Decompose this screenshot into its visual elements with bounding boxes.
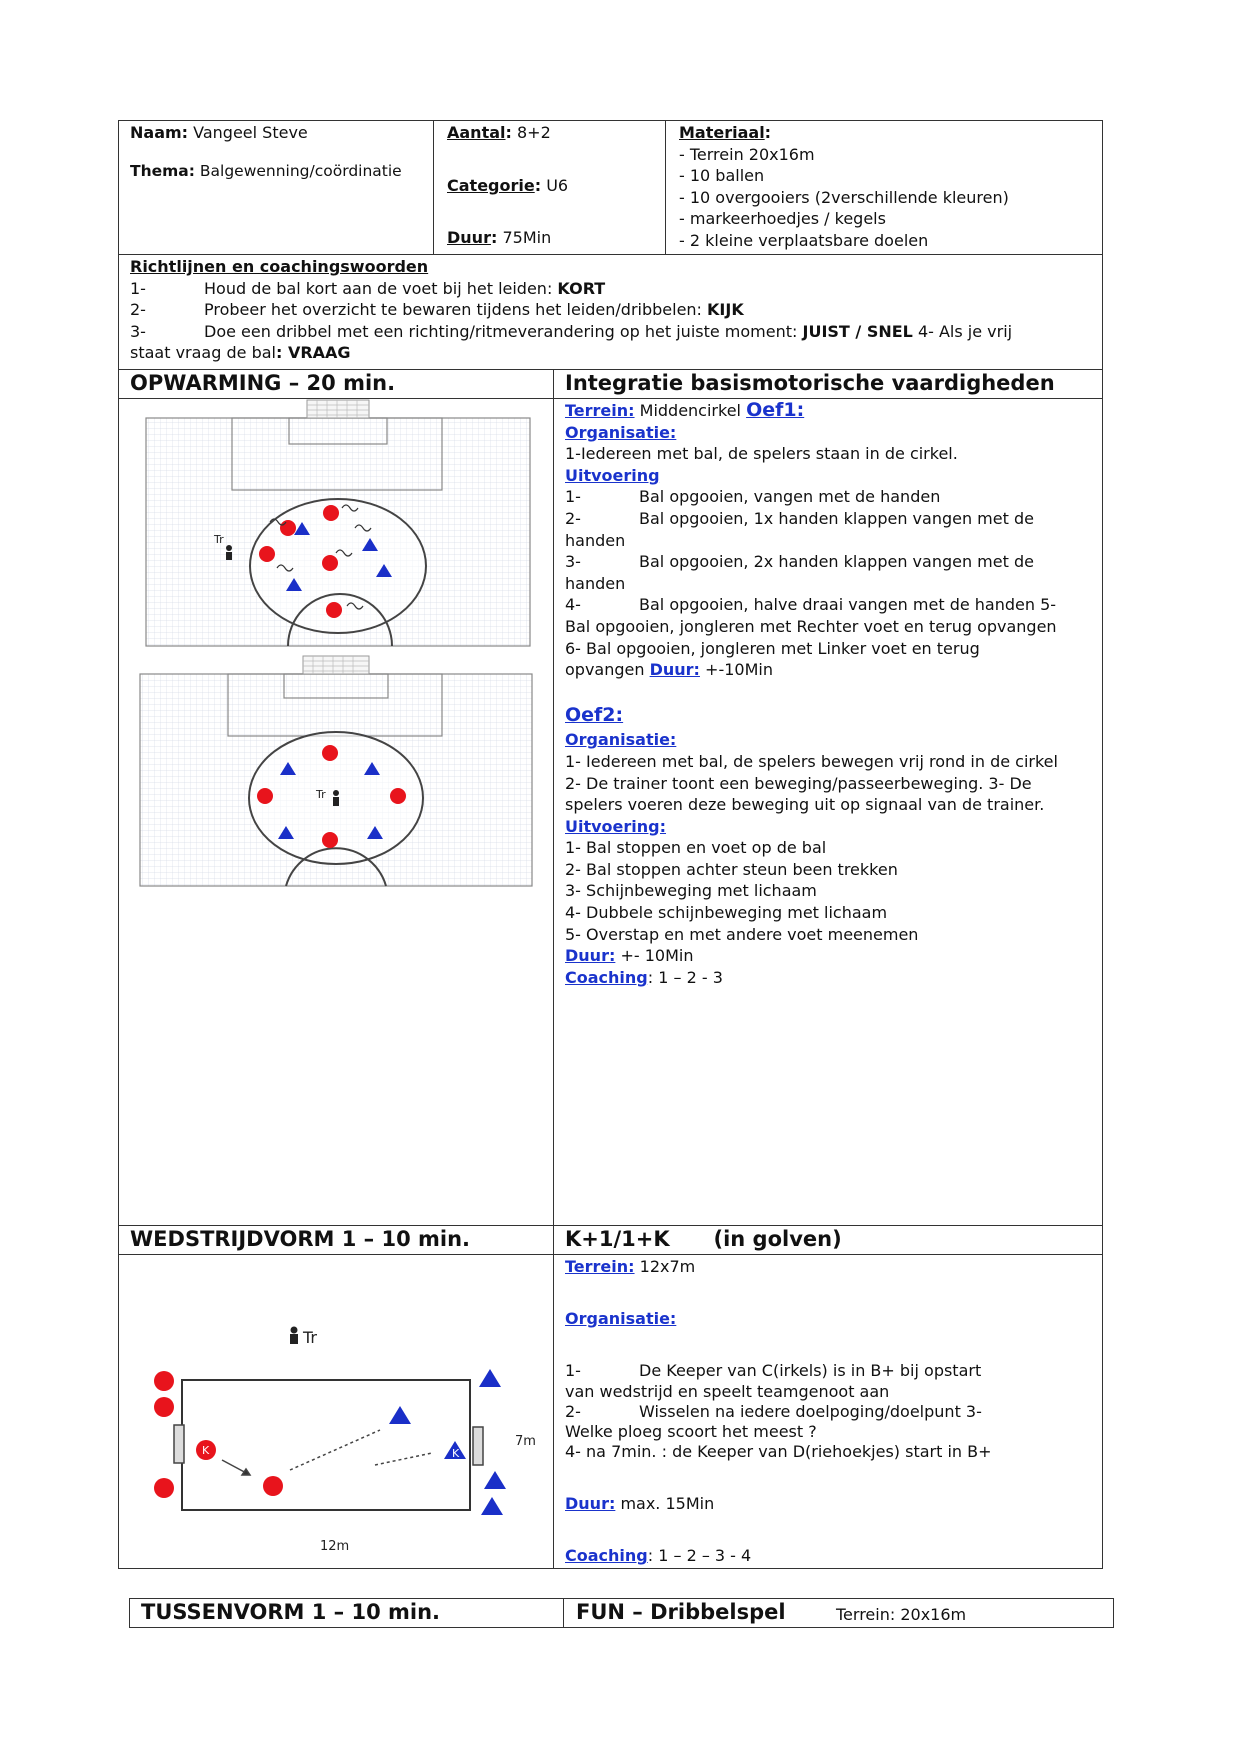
materiaal-item: - 2 kleine verplaatsbare doelen [679,230,929,250]
step-text: 5- Overstap en met andere voet meenemen [565,924,919,944]
ball-icon [154,1371,174,1391]
step-text: opvangen [565,660,650,680]
cone-icon [481,1497,503,1515]
categorie-label: Categorie [447,176,535,195]
richtlijn-tail: 4- Als je vrij [912,321,1013,341]
cone-icon [484,1471,506,1489]
step-text: 4- na 7min. : de Keeper van D(riehoekjes) start in B+ [565,1441,992,1461]
wedstrijd-title: WEDSTRIJDVORM 1 – 10 min. [130,1227,471,1251]
ball-icon [257,788,273,804]
wedstrijd-text [565,1256,1100,1567]
categorie-value: U6 [546,176,569,195]
ball-icon [154,1397,174,1417]
materiaal-item: - 10 overgooiers (2verschillende kleuren) [679,187,1009,207]
step-text: Bal opgooien, halve draai vangen met de handen 5- [639,595,1057,615]
trainer-label: Tr [316,788,326,801]
organisatie-text: 2- De trainer toont een beweging/passeerbeweging. 3- De [565,773,1032,793]
trainer-icon [333,790,339,806]
materiaal-item: - markeerhoedjes / kegels [679,209,886,229]
field-diagram-2 [136,650,536,890]
richtlijn-num: 2- [130,300,146,320]
step-num: 2- [565,508,581,528]
materiaal-label: Materiaal [679,123,765,142]
duur-label: Duur: [565,1493,616,1513]
ball-icon [322,832,338,848]
step-text: De Keeper van C(irkels) is in B+ bij opstart [639,1361,982,1381]
opwarming-subtitle: Integratie basismotorische vaardigheden [565,371,1055,395]
richtlijn-key: KIJK [707,300,744,320]
divider [553,1225,554,1569]
step-text: Bal opgooien, 2x handen klappen vangen met de [639,552,1034,572]
ball-icon [322,555,338,571]
duur-value: max. 15Min [615,1493,715,1513]
step-text: Welke ploeg scoort het meest ? [565,1421,817,1441]
trainer-icon [226,545,232,560]
richtlijn-text: Probeer het overzicht te bewaren tijdens het leiden/dribbelen: [204,300,708,320]
aantal-label: Aantal [447,123,506,142]
thema-row [130,161,402,183]
naam-label: Naam: [130,123,189,142]
cone-icon [389,1406,411,1424]
cone-group [389,1369,506,1515]
duur-label: Duur: [565,946,616,966]
tussenvorm-title: TUSSENVORM 1 – 10 min. [141,1600,440,1624]
richtlijnen-block [130,256,1012,364]
organisatie-text: spelers voeren deze beweging uit op signaal van de trainer. [565,795,1045,815]
step-text: 4- Dubbele schijnbeweging met lichaam [565,903,888,923]
match-diagram [140,1325,550,1561]
tussenvorm-terrein: Terrein: 20x16m [836,1605,967,1624]
height-label: 7m [515,1434,536,1449]
richtlijn-key: JUIST / SNEL [802,321,913,341]
step-text: 1- Bal stoppen en voet op de bal [565,838,827,858]
richtlijn-key: KORT [557,278,606,298]
wedstrijd-subtitle: K+1/1+K (in golven) [565,1227,842,1251]
step-text: Wisselen na iedere doelpoging/doelpunt 3- [639,1401,982,1421]
richtlijn-num: 1- [130,278,146,298]
trainer-label: Tr [214,533,224,546]
aantal-value: 8+2 [517,123,551,142]
divider [433,120,434,255]
ball-icon [322,745,338,761]
ball-icon [280,520,296,536]
step-text: Bal opgooien, vangen met de handen [639,487,941,507]
materiaal-item: - 10 ballen [679,166,765,186]
opwarming-title: OPWARMING – 20 min. [130,371,396,395]
step-num: 3- [565,552,581,572]
duur-label: Duur: [649,660,700,680]
step-text: Bal opgooien, 1x handen klappen vangen met de [639,508,1034,528]
terrein-label: Terrein: [565,401,635,420]
step-num: 2- [565,1401,581,1421]
richtlijn-text: Doe een dribbel met een richting/ritmeverandering op het juiste moment: [204,321,803,341]
organisatie-label: Organisatie: [565,1308,677,1328]
duur-row: Duur: 75Min [447,228,552,247]
oef2-label: Oef2: [565,704,624,727]
uitvoering-label: Uitvoering [565,465,660,485]
step-text: handen [565,573,626,593]
step-text: 3- Schijnbeweging met lichaam [565,881,817,901]
materiaal-block: Materiaal: - Terrein 20x16m - 10 ballen - 10 overgooiers (2verschillende kleuren) - markeerhoedjes / kegels - 2 kleine verplaatsbare doelen [679,123,1009,250]
step-text: 6- Bal opgooien, jongleren met Linker voet en terug [565,638,980,658]
naam-value: Vangeel Steve [193,123,308,142]
keeper-right-label: K [452,1447,460,1460]
organisatie-text: 1-Iedereen met bal, de spelers staan in de cirkel. [565,444,958,464]
materiaal-item: - Terrein 20x16m [679,144,815,164]
step-text: van wedstrijd en speelt teamgenoot aan [565,1381,890,1401]
richtlijn-key: : VRAAG [275,343,351,363]
duur-value: 75Min [502,228,552,247]
duur-label: Duur [447,228,491,247]
ball-icon [323,505,339,521]
ball-icon [154,1478,174,1498]
categorie-row: Categorie: U6 [447,176,569,195]
uitvoering-label: Uitvoering: [565,816,667,836]
step-text: 2- Bal stoppen achter steun been trekken [565,859,898,879]
step-text: Bal opgooien, jongleren met Rechter voet en terug opvangen [565,616,1057,636]
oef1-label: Oef1: [746,399,805,421]
divider [665,120,666,255]
coaching-label: Coaching [565,967,648,987]
terrein-value: Middencirkel [634,401,747,420]
divider [563,1598,564,1628]
ball-icon [326,602,342,618]
trainer-icon [290,1327,298,1345]
step-text: handen [565,530,626,550]
trainer-label: Tr [303,1328,317,1347]
ball-icon [259,546,275,562]
opwarming-text [565,400,1100,988]
terrein-label: Terrein: [565,1257,635,1276]
terrein-value: 12x7m [634,1257,696,1276]
step-num: 4- [565,595,581,615]
step-num: 1- [565,1361,581,1381]
organisatie-label: Organisatie: [565,730,677,750]
field-diagram-1 [142,398,534,650]
width-label: 12m [320,1539,350,1554]
organisatie-label: Organisatie: [565,422,677,442]
thema-value: Balgewenning/coördinatie [199,162,402,180]
organisatie-text: 1- Iedereen met bal, de spelers bewegen vrij rond in de cirkel [565,751,1058,771]
ball-icon [263,1476,283,1496]
duur-value: +- 10Min [615,946,694,966]
coaching-value: : 1 – 2 - 3 [647,967,723,987]
ball-icon [390,788,406,804]
duur-value: +-10Min [699,660,773,680]
cone-icon [479,1369,501,1387]
step-num: 1- [565,487,581,507]
richtlijn-num: 3- [130,321,146,341]
tussenvorm-subtitle: FUN – Dribbelspel [576,1600,786,1624]
coaching-value: : 1 – 2 – 3 - 4 [647,1546,752,1566]
naam-row [130,122,308,144]
keeper-left-label: K [202,1444,210,1457]
aantal-row: Aantal: 8+2 [447,123,551,142]
coaching-label: Coaching [565,1546,648,1566]
richtlijn-text: Houd de bal kort aan de voet bij het leiden: [204,278,558,298]
richtlijnen-title: Richtlijnen en coachingswoorden [130,257,429,276]
richtlijn-text: staat vraag de bal [130,343,276,363]
thema-label: Thema: [130,162,195,180]
